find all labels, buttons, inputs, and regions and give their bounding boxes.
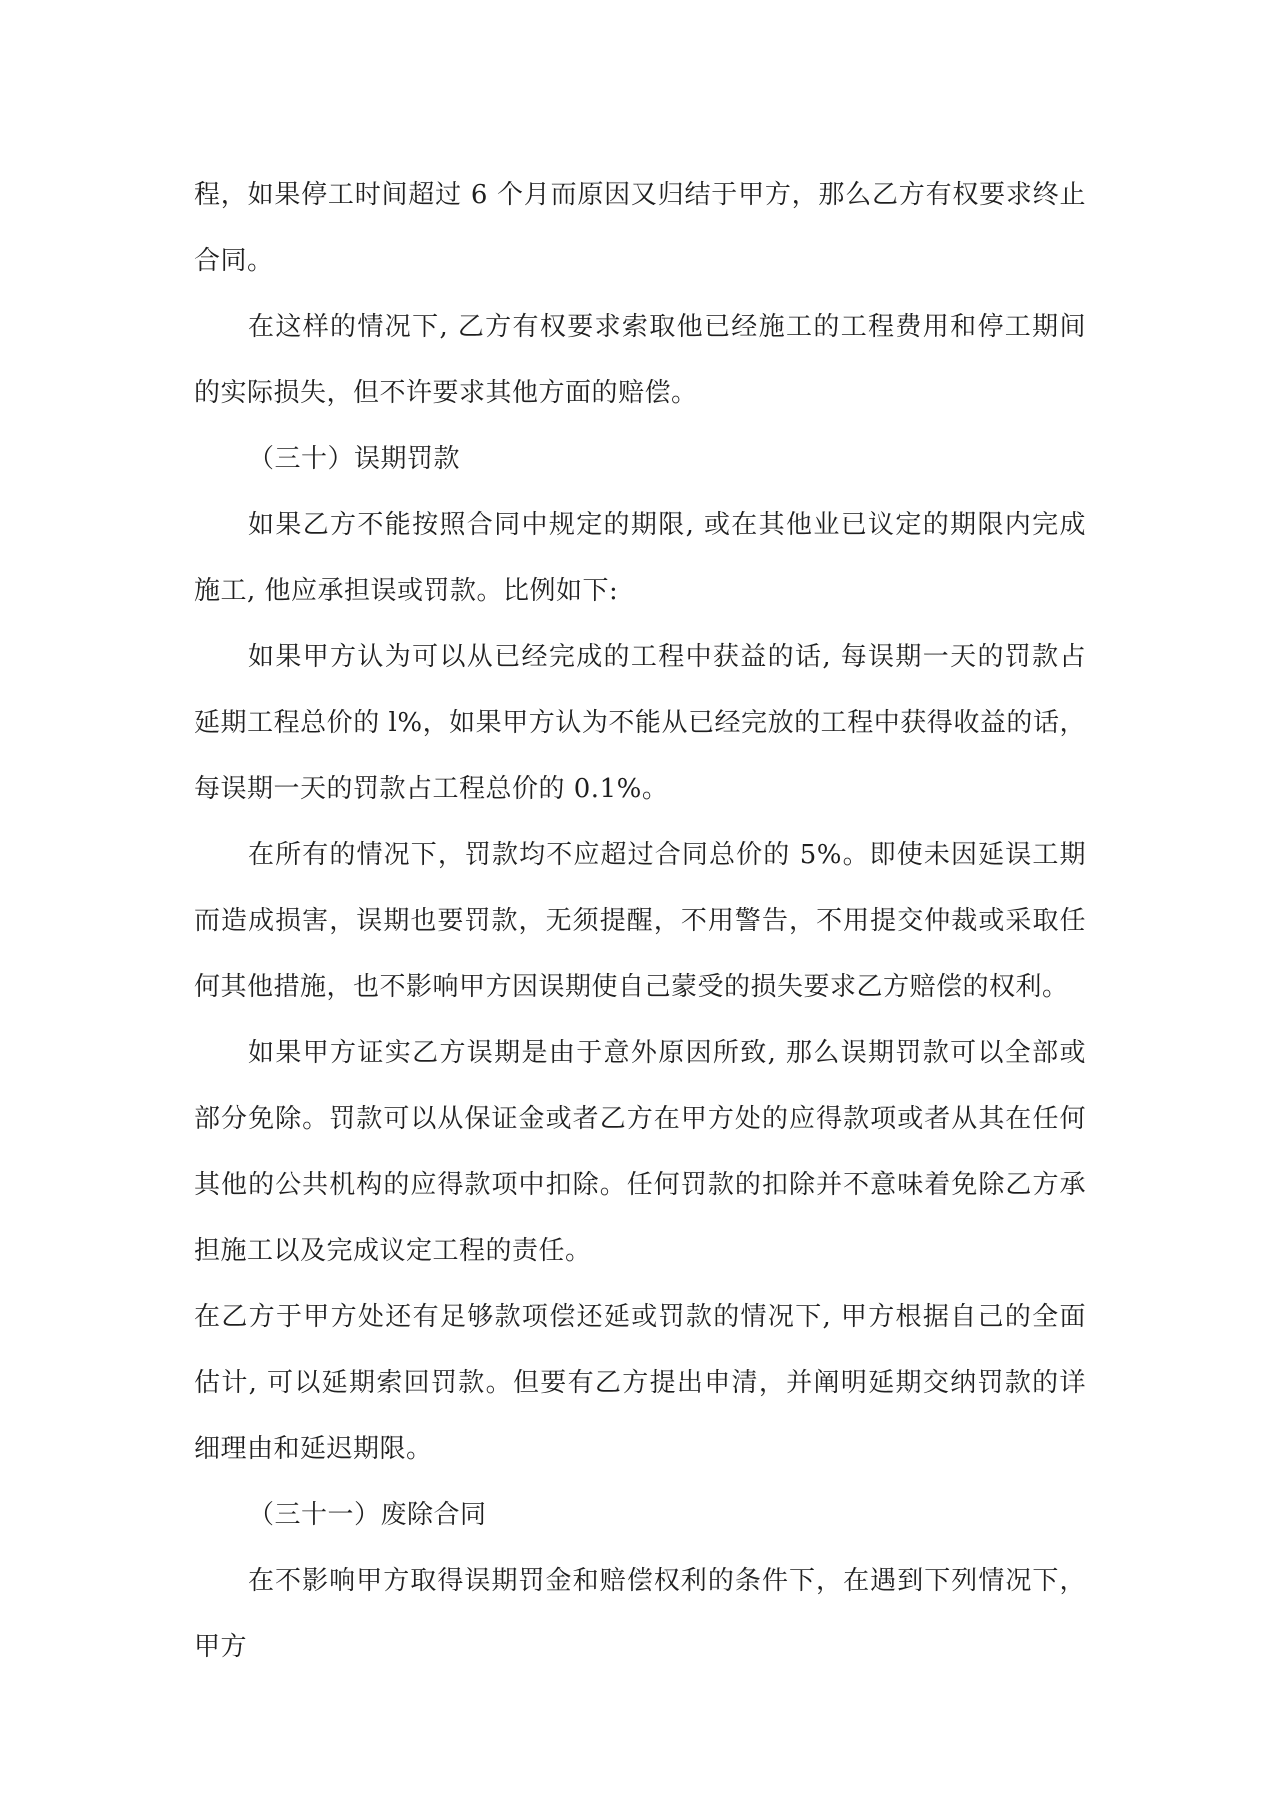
paragraph-termination-conditions: 在不影响甲方取得误期罚金和赔偿权利的条件下，在遇到下列情况下，甲方	[194, 1566, 1086, 1662]
paragraph-penalty-rates: 如果甲方认为可以从已经完成的工程中获益的话, 每误期一天的罚款占延期工程总价的 l%，如果甲方认为不能从已经完放的工程中获得收益的话，每误期一天的罚款占工程总价的 0.1%。	[194, 642, 1086, 804]
section-heading-contract-termination: （三十一）废除合同	[248, 1500, 487, 1530]
section-heading-delay-penalty: （三十）误期罚款	[248, 444, 461, 474]
paragraph-compensation: 在这样的情况下, 乙方有权要求索取他已经施工的工程费用和停工期间的实际损失，但不许要求其他方面的赔偿。	[194, 312, 1086, 408]
paragraph-delay-penalty-intro: 如果乙方不能按照合同中规定的期限, 或在其他业已议定的期限内完成施工, 他应承担误或罚款。比例如下:	[194, 510, 1086, 606]
paragraph-termination-right: 程，如果停工时间超过 6 个月而原因又归结于甲方，那么乙方有权要求终止合同。	[194, 180, 1086, 276]
paragraph-penalty-cap: 在所有的情况下，罚款均不应超过合同总价的 5%。即使未因延误工期而造成损害，误期也要罚款，无须提醒，不用警告，不用提交仲裁或采取任何其他措施，也不影响甲方因误期使自己蒙受的损失要求乙方赔偿的权利。	[194, 840, 1086, 1002]
paragraph-penalty-exemption: 如果甲方证实乙方误期是由于意外原因所致, 那么误期罚款可以全部或部分免除。罚款可以从保证金或者乙方在甲方处的应得款项或者从其在任何其他的公共机构的应得款项中扣除。任何罚款的扣除并不意味着免除乙方承担施工以及完成议定工程的责任。	[194, 1038, 1086, 1266]
paragraph-penalty-deferral: 在乙方于甲方处还有足够款项偿还延或罚款的情况下, 甲方根据自己的全面估计, 可以延期索回罚款。但要有乙方提出申清，并阐明延期交纳罚款的详细理由和延迟期限。	[194, 1302, 1086, 1464]
document-body	[194, 162, 1086, 1680]
